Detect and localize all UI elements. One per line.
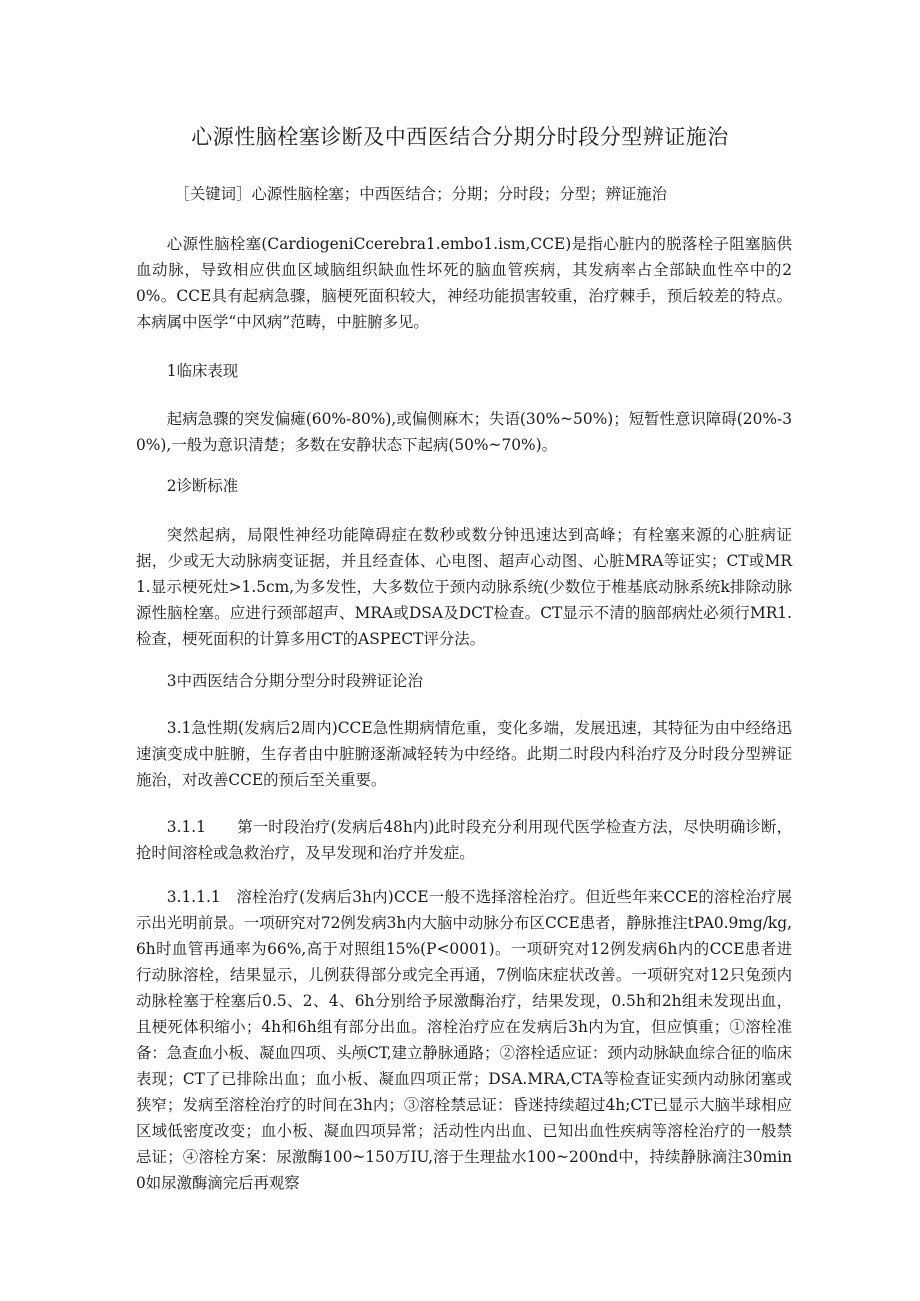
section-3-heading: 3中西医结合分期分型分时段辨证论治 — [166, 672, 423, 690]
section-3-1-paragraph: 3.1急性期(发病后2周内)CCE急性期病情危重，变化多端，发展迅速，其特征为由中经络迅速演变成中脏腑，生存者由中脏腑逐渐减轻转为中经络。此期二时段内科治疗及分时段分型辨证施治，对改善CCE的预后至关重要。 — [136, 719, 792, 789]
intro-paragraph: 心源性脑栓塞(CardiogeniCcerebra1.embo1.ism,CCE)是指心脏内的脱落栓子阻塞脑供血动脉，导致相应供血区域脑组织缺血性坏死的脑血管疾病，其发病率占全部缺血性卒中的20%。CCE具有起病急骤，脑梗死面积较大，神经功能损害较重，治疗棘手，预后较差的特点。本病属中医学“中风病”范畴，中脏腑多见。 — [136, 235, 792, 331]
section-3-1-1-1-paragraph: 3.1.1.1 溶栓治疗(发病后3h内)CCE一般不选择溶栓治疗。但近些年来CCE的溶栓治疗展示出光明前景。一项研究对72例发病3h内大脑中动脉分布区CCE患者，静脉推注tPA0.9mg/kg,6h时血管再通率为66%,高于对照组15%(P<0001)。一项研究对12例发病6h内的CCE患者进行动脉溶栓，结果显示，儿例获得部分或完全再通，7例临床症状改善。一项研究对12只兔颈内动脉栓塞于栓塞后0.5、2、4、6h分别给予尿激酶治疗，结果发现，0.5h和2h组未发现出血，且梗死体积缩小；4h和6h组有部分出血。溶栓治疗应在发病后3h内为宜，但应慎重；①溶栓准备：急查血小板、凝血四项、头颅CT,建立静脉通路；②溶栓适应证：颈内动脉缺血综合征的临床表现；CT了已排除出血；血小板、凝血四项正常；DSA.MRA,CTA等检查证实颈内动脉闭塞或狭窄；发病至溶栓治疗的时间在3h内；③溶栓禁忌证：昏迷持续超过4h;CT已显示大脑半球相应区域低密度改变；血小板、凝血四项异常；活动性内出血、已知出血性疾病等溶栓治疗的一般禁忌证；④溶栓方案：尿激酶100~150万IU,溶于生理盐水100~200nd中，持续静脉滴注30min0如尿激酶滴完后再观察 — [136, 888, 792, 1192]
document-title: 心源性脑栓塞诊断及中西医结合分期分时段分型辨证施治 — [191, 125, 729, 149]
section-2-paragraph: 突然起病，局限性神经功能障碍症在数秒或数分钟迅速达到高峰；有栓塞来源的心脏病证据，少或无大动脉病变证据，并且经查体、心电图、超声心动图、心脏MRA等证实；CT或MR1.显示梗死灶>1.5cm,为多发性，大多数位于颈内动脉系统(少数位于椎基底动脉系统k排除动脉源性脑栓塞。应进行颈部超声、MRA或DSA及DCT检查。CT显示不清的脑部病灶必须行MR1.检查，梗死面积的计算多用CT的ASPECT评分法。 — [136, 526, 792, 648]
section-1-paragraph: 起病急骤的突发偏瘫(60%-80%),或偏侧麻木；失语(30%~50%)；短暂性意识障碍(20%-30%),一般为意识清楚；多数在安静状态下起病(50%~70%)。 — [136, 410, 792, 454]
section-3-1-1-paragraph: 3.1.1 第一时段治疗(发病后48h内)此时段充分利用现代医学检查方法，尽快明确诊断，抢时间溶栓或急救治疗，及早发现和治疗并发症。 — [136, 818, 792, 862]
section-1-heading: 1临床表现 — [166, 362, 239, 380]
keywords-line: ［关键词］心源性脑栓塞；中西医结合；分期；分时段；分型；辨证施治 — [174, 185, 668, 203]
section-2-heading: 2诊断标准 — [166, 477, 239, 495]
